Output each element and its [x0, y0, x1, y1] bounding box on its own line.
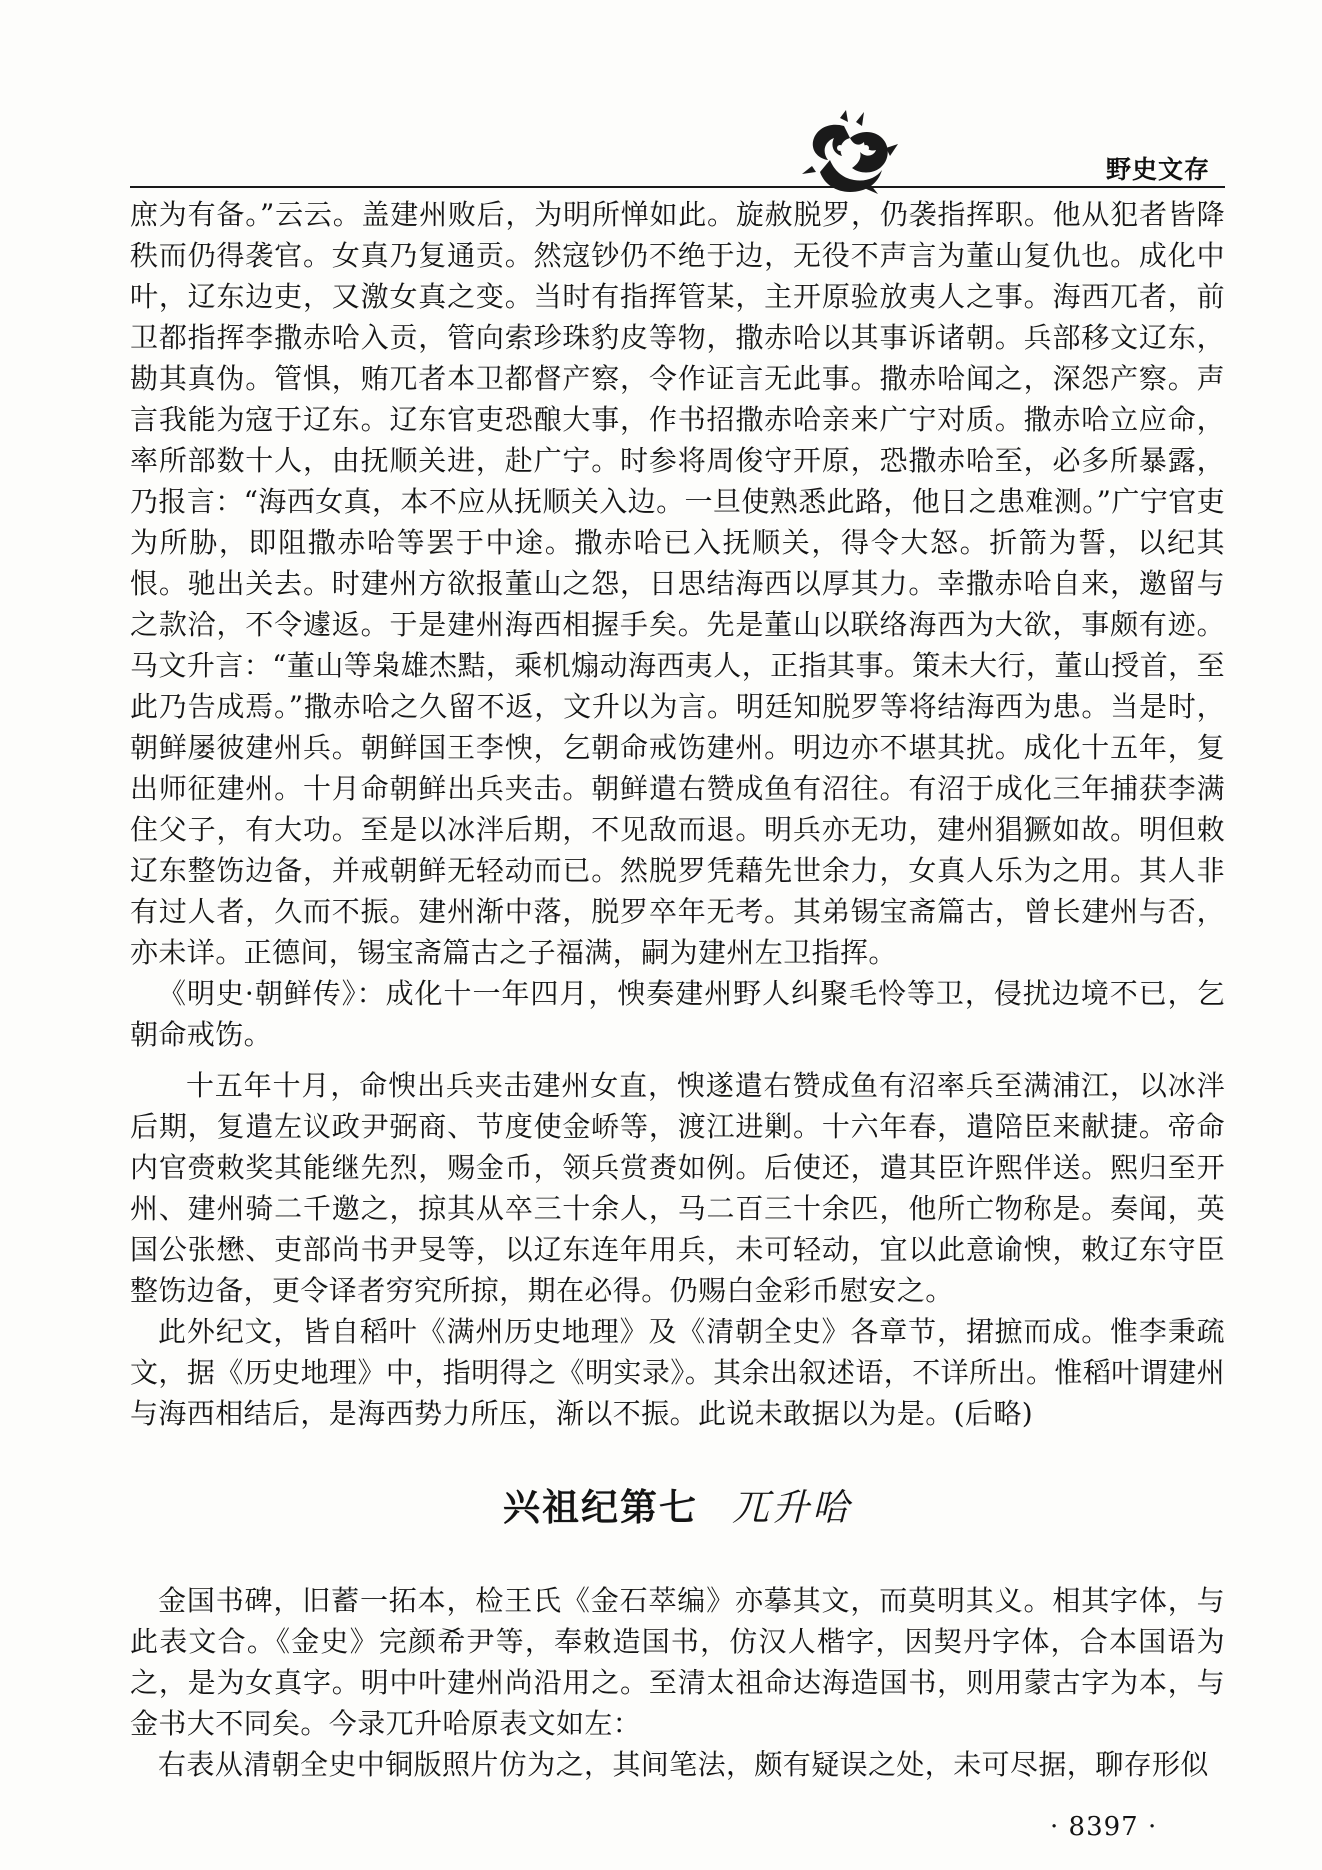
body-paragraph-quote-continued: 十五年十月，命㥚出兵夹击建州女直，㥚遂遣右赞成鱼有沼率兵至满浦江，以冰泮后期，复遣左议政尹弼商、节度使金峤等，渡江进剿。十六年春，遣陪臣来献捷。帝命内官赍敕奖其能继先烈，赐金币，领兵赏赉如例。后使还，遣其臣许熙伴送。熙归至开州、建州骑二千邀之，掠其从卒三十余人，马二百三十余匹，他所亡物称是。奏闻，英国公张懋、吏部尚书尹旻等，以辽东连年用兵，未可轻动，宜以此意谕㥚，敕辽东守臣整饬边备，更令译者穷究所掠，期在必得。仍赐白金彩币慰安之。 — [130, 1069, 1225, 1307]
section-paragraph: 金国书碑，旧蓄一拓本，检王氏《金石萃编》亦摹其文，而莫明其义。相其字体，与此表文合。《金史》完颜希尹等，奉敕造国书，仿汉人楷字，因契丹字体，合本国语为之，是为女真字。明中叶建州尚沿用之。至清太祖命达海造国书，则用蒙古字为本，与金书大不同矣。今录兀升哈原表文如左： — [130, 1584, 1225, 1740]
page-content — [130, 194, 1225, 1785]
section-title: 兴祖纪第七 — [503, 1486, 698, 1529]
section-subtitle: 兀升哈 — [732, 1486, 852, 1529]
body-paragraph: 庶为有备。”云云。盖建州败后，为明所惮如此。旋赦脱罗，仍袭指挥职。他从犯者皆降秩而仍得袭官。女真乃复通贡。然寇钞仍不绝于边，无役不声言为董山复仇也。成化中叶，辽东边吏，又激女真之变。当时有指挥管某，主开原验放夷人之事。海西兀者，前卫都指挥李撒赤哈入贡，管向索珍珠豹皮等物，撒赤哈以其事诉诸朝。兵部移文辽东，勘其真伪。管惧，贿兀者本卫都督产察，令作证言无此事。撒赤哈闻之，深怨产察。声言我能为寇于辽东。辽东官吏恐酿大事，作书招撒赤哈亲来广宁对质。撒赤哈立应命，率所部数十人，由抚顺关进，赴广宁。时参将周俊守开原，恐撒赤哈至，必多所暴露，乃报言：“海西女真，本不应从抚顺关入边。一旦使熟悉此路，他日之患难测。”广宁官吏为所胁，即阻撒赤哈等罢于中途。撒赤哈已入抚顺关，得令大怒。折箭为誓，以纪其恨。驰出关去。时建州方欲报董山之怨，日思结海西以厚其力。幸撒赤哈自来，邀留与之款洽，不令遽返。于是建州海西相握手矣。先是董山以联络海西为大欲，事颇有迹。马文升言：“董山等枭雄杰黠，乘机煽动海西夷人，正指其事。策未大行，董山授首，至此乃告成焉。”撒赤哈之久留不返，文升以为言。明廷知脱罗等将结海西为患。当是时，朝鲜屡彼建州兵。朝鲜国王李㥚，乞朝命戒饬建州。明边亦不堪其扰。成化十五年，复出师征建州。十月命朝鲜出兵夹击。朝鲜遣右赞成鱼有沼往。有沼于成化三年捕获李满住父子，有大功。至是以冰泮后期，不见敌而退。明兵亦无功，建州猖獗如故。明但敕辽东整饬边备，并戒朝鲜无轻动而已。然脱罗凭藉先世余力，女真人乐为之用。其人非有过人者，久而不振。建州渐中落，脱罗卒年无考。其弟锡宝斋篇古，曾长建州与否，亦未详。正德间，锡宝斋篇古之子福满，嗣为建州左卫指挥。 — [130, 198, 1225, 969]
page-number: · 8397 · — [1050, 1812, 1158, 1842]
running-header-title: 野史文存 — [1106, 155, 1211, 184]
section-heading — [130, 1484, 1225, 1532]
body-paragraph-quote: 《明史·朝鲜传》：成化十一年四月，㥚奏建州野人纠聚毛怜等卫，侵扰边境不已，乞朝命戒饬。 — [130, 977, 1225, 1051]
header-rule — [130, 186, 1225, 188]
body-paragraph-commentary: 此外纪文，皆自稻叶《满州历史地理》及《清朝全史》各章节，捃摭而成。惟李秉疏文，据《历史地理》中，指明得之《明实录》。其余出叙述语，不详所出。惟稻叶谓建州与海西相结后，是海西势力所压，渐以不振。此说未敢据以为是。(后略) — [130, 1315, 1225, 1430]
dragon-icon — [800, 108, 900, 196]
page-header — [0, 0, 1322, 200]
section-paragraph: 右表从清朝全史中铜版照片仿为之，其间笔法，颇有疑误之处，未可尽据，聊存形似 — [158, 1748, 1209, 1781]
